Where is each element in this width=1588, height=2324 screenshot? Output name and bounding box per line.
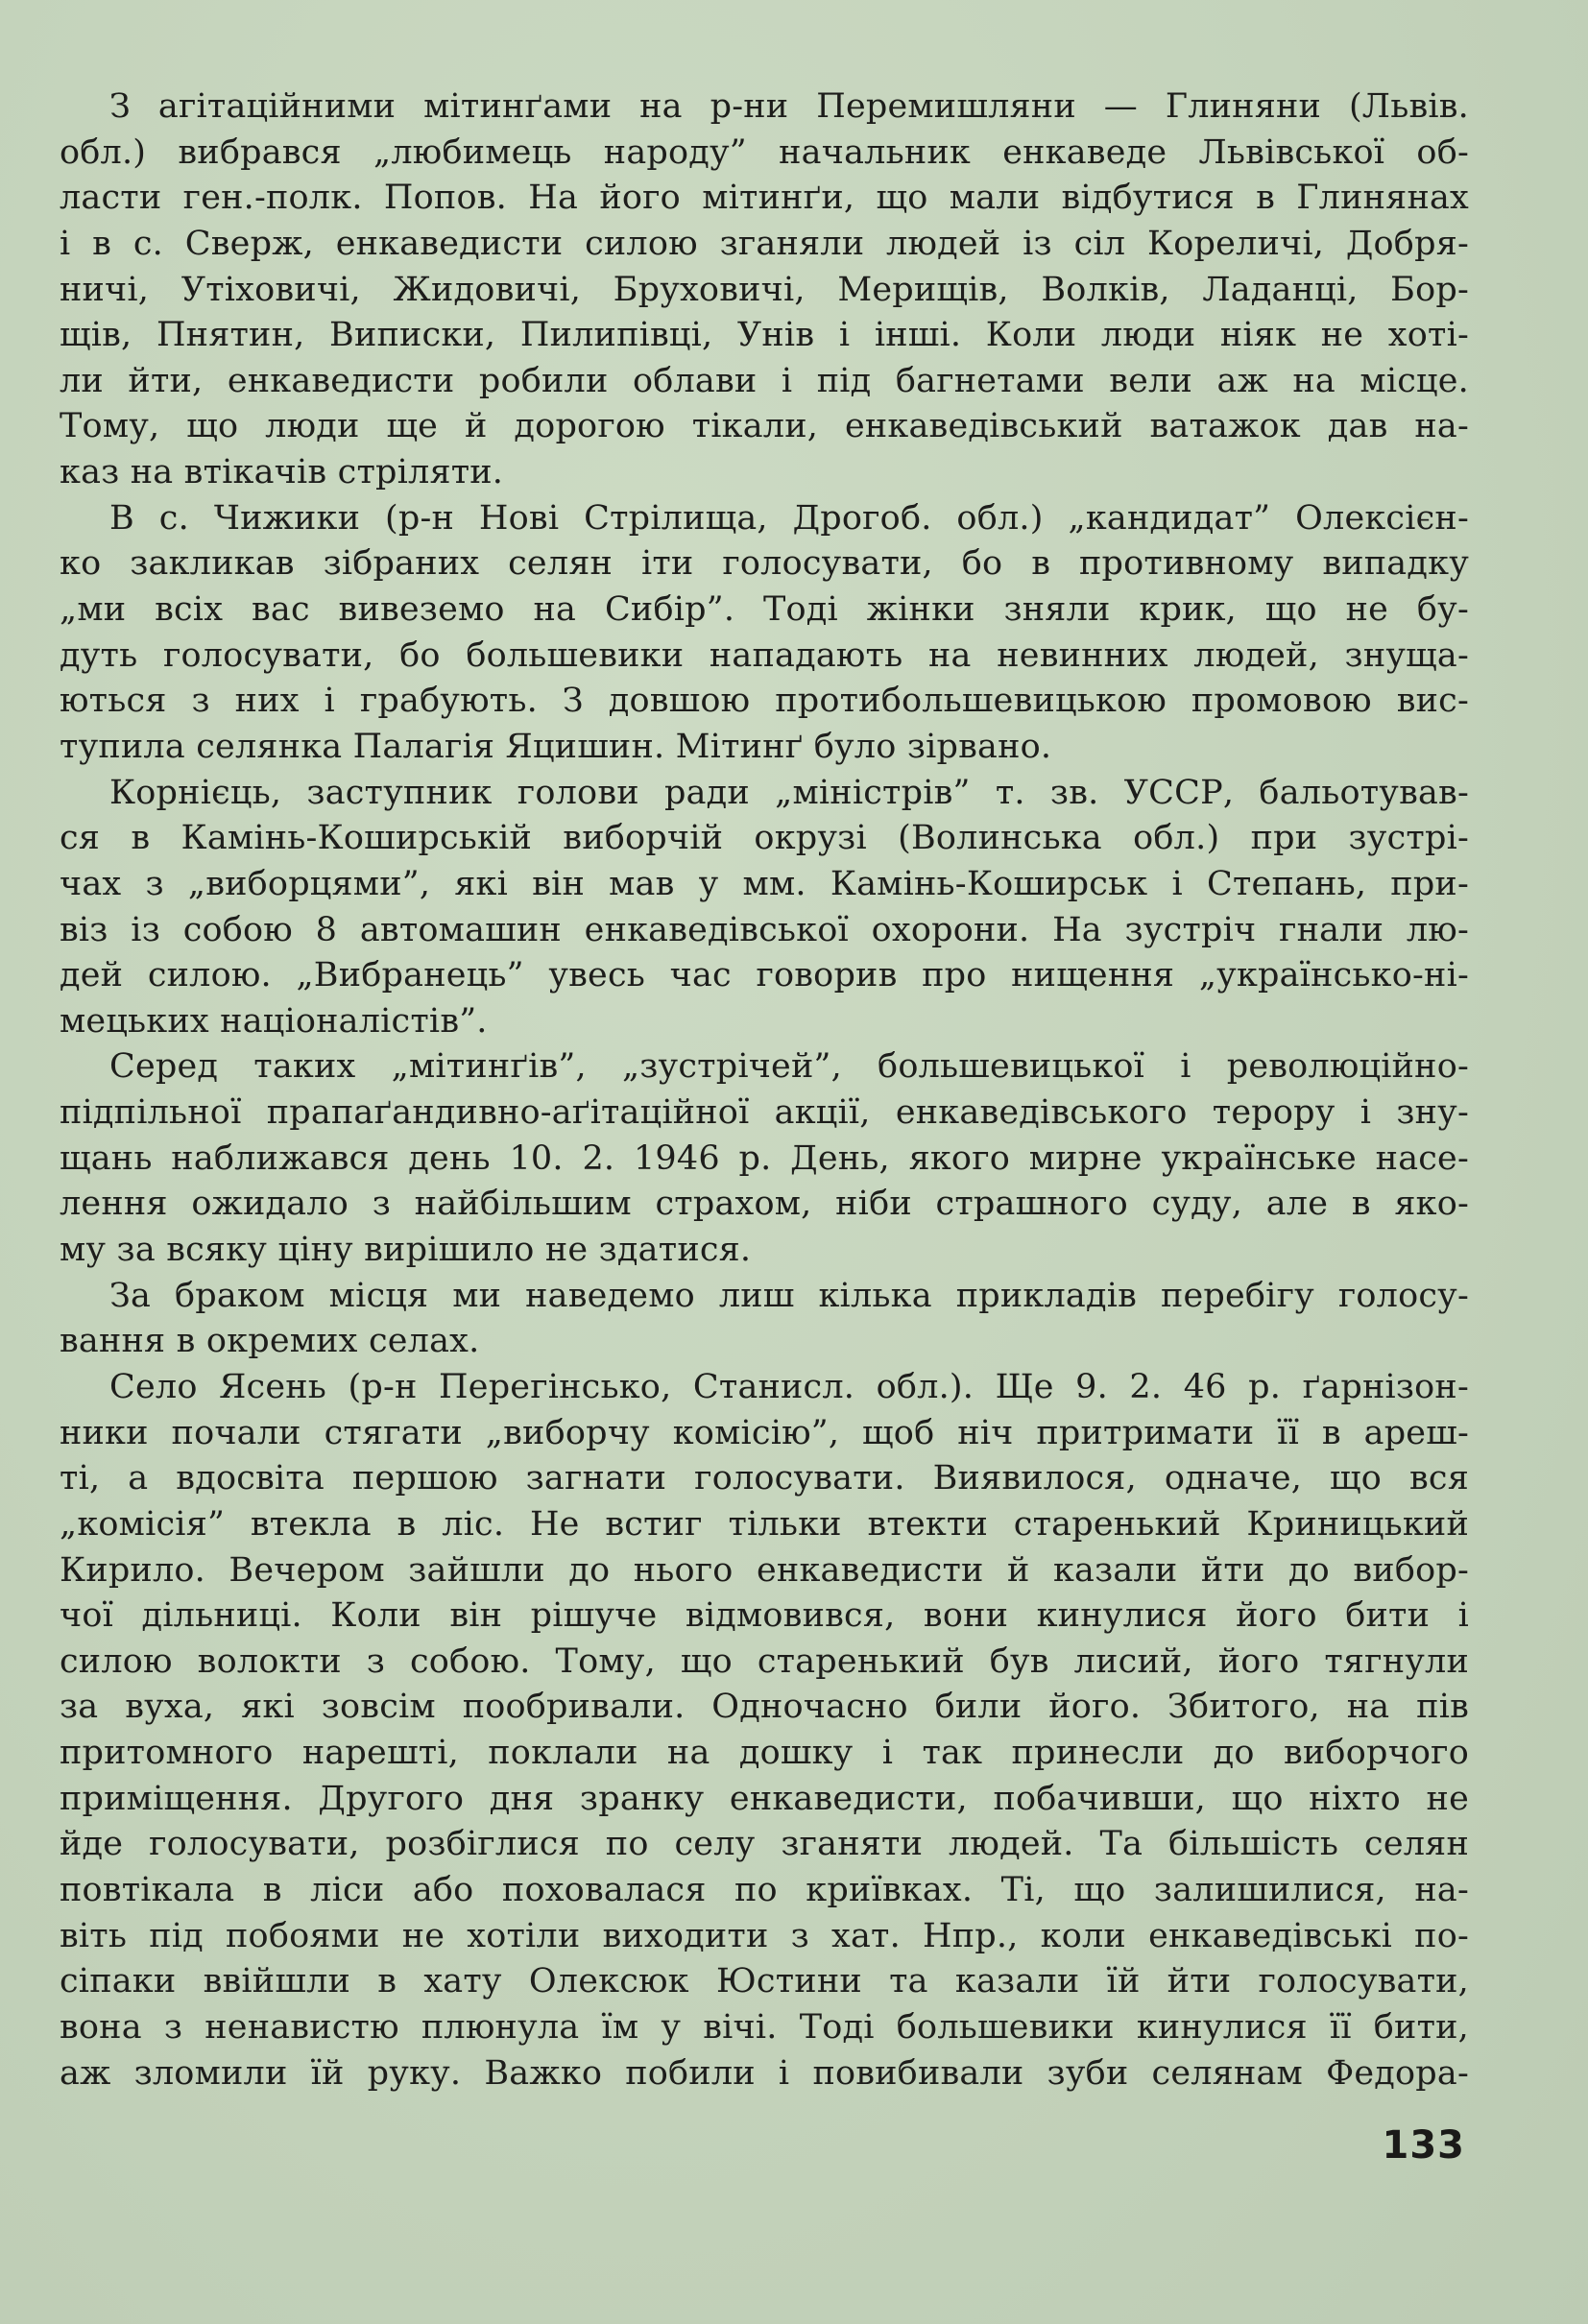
- text-line: чої дільниці. Коли він рішуче відмовився, вони кинулися його бити і: [60, 1596, 1469, 1636]
- text-line: йде голосувати, розбіглися по селу зганяти людей. Та більшість селян: [60, 1825, 1469, 1864]
- text-line: обл.) вибрався „любимець народу” начальник енкаведе Львівської об-: [60, 132, 1469, 172]
- text-line: „комісія” втекла в ліс. Не встиг тільки втекти старенький Криницький: [60, 1504, 1469, 1544]
- text-line: і в с. Сверж, енкаведисти силою зганяли людей із сіл Кореличі, Добря-: [60, 224, 1469, 263]
- text-line: каз на втікачів стріляти.: [60, 453, 504, 492]
- text-line: підпільної прапаґандивно-аґітаційної акції, енкаведівського терору і зну-: [60, 1093, 1469, 1133]
- text-line: ники почали стягати „виборчу комісію”, щоб ніч притримати її в ареш-: [60, 1413, 1469, 1452]
- text-line: сіпаки ввійшли в хату Олексюк Юстини та казали їй йти голосувати,: [60, 1962, 1469, 2001]
- text-line: за вуха, які зовсім пообривали. Одночасно били його. Збитого, на пів: [60, 1688, 1469, 1727]
- text-line: вання в окремих селах.: [60, 1322, 480, 1361]
- text-line: приміщення. Другого дня зранку енкаведисти, побачивши, що ніхто не: [60, 1779, 1469, 1818]
- text-line: віз із собою 8 автомашин енкаведівської охорони. На зустріч гнали лю-: [60, 910, 1469, 949]
- text-line: лення ожидало з найбільшим страхом, ніби страшного суду, але в яко-: [60, 1185, 1469, 1224]
- text-line: му за всяку ціну вирішило не здатися.: [60, 1231, 752, 1270]
- text-line: ся в Камінь-Коширській виборчій окрузі (Волинська обл.) при зустрі-: [60, 819, 1469, 858]
- text-line: ються з них і грабують. З довшою протибольшевицькою промовою вис-: [60, 682, 1469, 721]
- text-line: Кирило. Вечером зайшли до нього енкаведисти й казали йти до вибор-: [60, 1550, 1469, 1590]
- text-line: дей силою. „Вибранець” увесь час говорив про нищення „українсько-ні-: [60, 956, 1469, 995]
- text-line: силою волокти з собою. Тому, що старенький був лисий, його тягнули: [60, 1641, 1469, 1681]
- text-line: повтікала в ліси або поховалася по криївках. Ті, що залишилися, на-: [60, 1870, 1469, 1909]
- text-line: щань наближався день 10. 2. 1946 р. День, якого мирне українське насе-: [60, 1138, 1469, 1178]
- text-line: ласти ген.-полк. Попов. На його мітинґи, що мали відбутися в Глинянах: [60, 179, 1469, 218]
- text-line: ли йти, енкаведисти робили облави і під багнетами вели аж на місце.: [60, 361, 1469, 400]
- text-line: ко закликав зібраних селян іти голосувати, бо в противному випадку: [60, 544, 1469, 584]
- text-line: З агітаційними мітинґами на р-ни Перемишляни — Глиняни (Львів.: [109, 87, 1469, 126]
- text-line: ті, а вдосвіта першою загнати голосувати. Виявилося, одначе, що вся: [60, 1459, 1469, 1498]
- text-line: тупила селянка Палагія Яцишин. Мітинґ було зірвано.: [60, 727, 1052, 766]
- text-line: притомного нарешті, поклали на дошку і так принесли до виборчого: [60, 1734, 1469, 1773]
- text-line: аж зломили їй руку. Важко побили і повибивали зуби селянам Федора-: [60, 2053, 1469, 2093]
- text-line: В с. Чижики (р-н Нові Стрілища, Дрогоб. обл.) „кандидат” Олексієн-: [109, 498, 1469, 538]
- text-line: За браком місця ми наведемо лиш кілька прикладів перебігу голосу-: [109, 1276, 1469, 1315]
- text-line: Серед таких „мітинґів”, „зустрічей”, большевицької і революційно-: [109, 1047, 1469, 1087]
- text-line: щів, Пнятин, Виписки, Пилипівці, Унів і інші. Коли люди ніяк не хоті-: [60, 316, 1469, 355]
- text-line: вона з ненавистю плюнула їм у вічі. Тоді большевики кинулися її бити,: [60, 2007, 1469, 2047]
- document-body: [60, 84, 1469, 2096]
- text-line: Село Ясень (р-н Перегінсько, Станисл. обл.). Ще 9. 2. 46 р. ґарнізон-: [109, 1367, 1469, 1406]
- page-number: 133: [1382, 2123, 1465, 2168]
- text-line: Корнієць, заступник голови ради „міністрів” т. зв. УССР, бальотував-: [109, 773, 1469, 812]
- text-line: віть під побоями не хотіли виходити з хат. Нпр., коли енкаведівські по-: [60, 1916, 1469, 1955]
- text-line: дуть голосувати, бо большевики нападають на невинних людей, знуща-: [60, 635, 1469, 675]
- text-line: Тому, що люди ще й дорогою тікали, енкаведівський ватажок дав на-: [60, 407, 1469, 446]
- text-line: ничі, Утіховичі, Жидовичі, Бруховичі, Мерищів, Волків, Ладанці, Бор-: [60, 270, 1469, 309]
- text-line: чах з „виборцями”, які він мав у мм. Камінь-Коширськ і Степань, при-: [60, 864, 1469, 903]
- text-line: „ми всіх вас вивеземо на Сибір”. Тоді жінки зняли крик, що не бу-: [60, 590, 1469, 630]
- text-line: мецьких націоналістів”.: [60, 1001, 488, 1041]
